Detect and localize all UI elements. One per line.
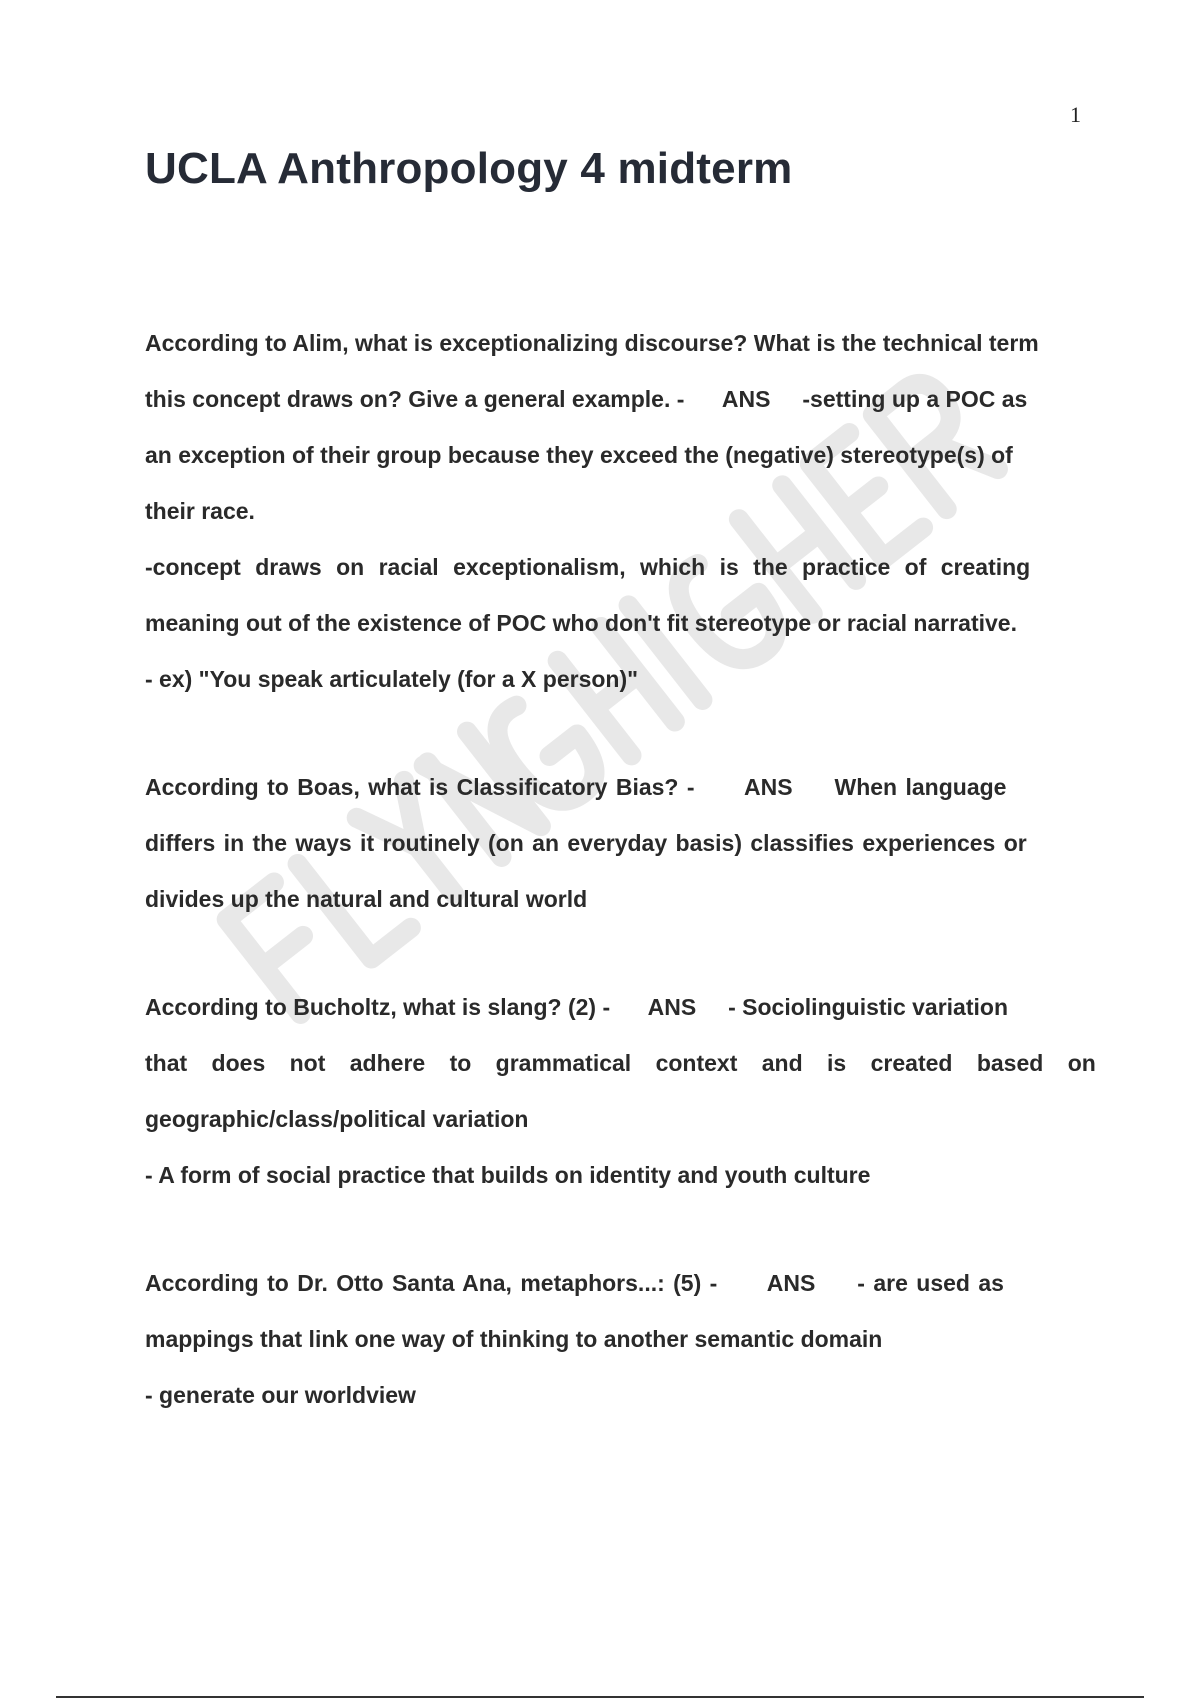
qa-line: According to Dr. Otto Santa Ana, metaphors...: (5) - ANS - are used as — [145, 1270, 1004, 1296]
qa-line-text: According to Alim, what is exceptionalizing discourse? What is the technical term — [145, 330, 1039, 356]
qa-line: an exception of their group because they exceed the (negative) stereotype(s) of — [145, 442, 1013, 468]
qa-line: According to Boas, what is Classificatory Bias? - ANS When language — [145, 774, 1007, 800]
qa-line: divides up the natural and cultural world — [145, 886, 588, 912]
page-number: 1 — [1070, 102, 1081, 127]
qa-line — [145, 315, 1085, 371]
page-title: UCLA Anthropology 4 midterm — [145, 144, 793, 193]
qa-line: According to Bucholtz, what is slang? (2) - ANS - Sociolinguistic variation — [145, 994, 1008, 1020]
qa-item — [145, 1255, 1085, 1423]
qa-line: that does not adhere to grammatical context and is created based on — [145, 1050, 1096, 1076]
qa-item — [145, 315, 1085, 707]
bottom-rule — [56, 1696, 1144, 1698]
qa-line: meaning out of the existence of POC who don't fit stereotype or racial narrative. — [145, 610, 1017, 636]
qa-line: - ex) "You speak articulately (for a X person)" — [145, 666, 639, 692]
qa-list — [145, 315, 1096, 1475]
qa-item — [145, 979, 1096, 1203]
qa-line: - generate our worldview — [145, 1382, 416, 1408]
qa-line: this concept draws on? Give a general example. - ANS -setting up a POC as — [145, 386, 1028, 412]
qa-line: geographic/class/political variation — [145, 1106, 529, 1132]
qa-line: -concept draws on racial exceptionalism, which is the practice of creating — [145, 554, 1031, 580]
qa-line: their race. — [145, 498, 255, 524]
qa-line: - A form of social practice that builds on identity and youth culture — [145, 1162, 871, 1188]
qa-item — [145, 759, 1085, 927]
qa-line: mappings that link one way of thinking to another semantic domain — [145, 1326, 883, 1352]
qa-line: differs in the ways it routinely (on an everyday basis) classifies experiences or — [145, 830, 1027, 856]
